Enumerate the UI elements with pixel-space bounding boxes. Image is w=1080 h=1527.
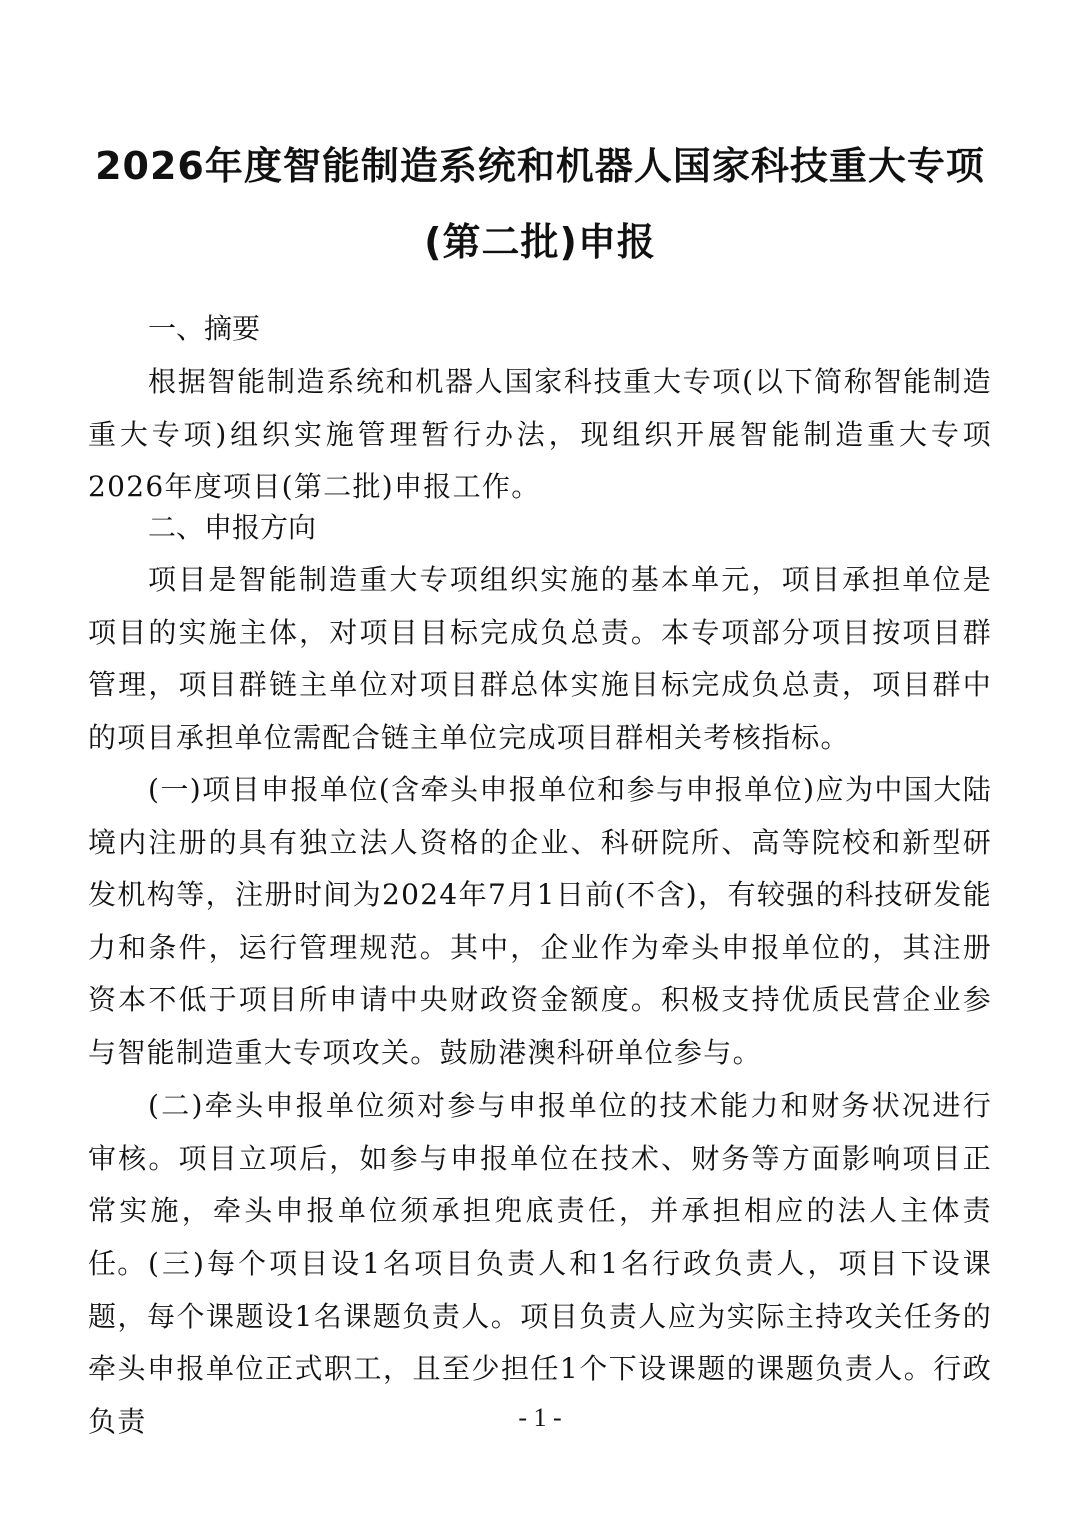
direction-paragraph-2: (一)项目申报单位(含牵头申报单位和参与申报单位)应为中国大陆境内注册的具有独立法人资格的企业、科研院所、高等院校和新型研发机构等，注册时间为2024年7月1日前(不含)，有较强的科技研发能力和条件，运行管理规范。其中，企业作为牵头申报单位的，其注册资本不低于项目所申请中央财政资金额度。积极支持优质民营企业参与智能制造重大专项攻关。鼓励港澳科研单位参与。 [88,773,992,1069]
section-heading-direction: 二、申报方向 [148,511,317,544]
direction-paragraph-1: 项目是智能制造重大专项组织实施的基本单元，项目承担单位是项目的实施主体，对项目目标完成负总责。本专项部分项目按项目群管理，项目群链主单位对项目群总体实施目标完成负总责，项目群中的项目承担单位需配合链主单位完成项目群相关考核指标。 [88,563,992,754]
abstract-paragraph: 根据智能制造系统和机器人国家科技重大专项(以下简称智能制造重大专项)组织实施管理暂行办法，现组织开展智能制造重大专项2026年度项目(第二批)申报工作。 [88,365,992,503]
document-title-line-2: (第二批)申报 [424,220,656,264]
direction-paragraph-4: (三)每个项目设1名项目负责人和1名行政负责人，项目下设课题，每个课题设1名课题负责人。项目负责人应为实际主持攻关任务的牵头申报单位正式职工，且至少担任1个下设课题的课题负责人。行政负责 [88,1247,992,1438]
direction-paragraph-3: (二)牵头申报单位须对参与申报单位的技术能力和财务状况进行审核。项目立项后，如参与申报单位在技术、财务等方面影响项目正常实施，牵头申报单位须承担兜底责任，并承担相应的法人主体责任。 [88,1089,992,1280]
page-number: - 1 - [518,1403,562,1432]
document-title-line-1: 2026年度智能制造系统和机器人国家科技重大专项 [95,144,985,188]
section-heading-abstract: 一、摘要 [148,312,261,345]
